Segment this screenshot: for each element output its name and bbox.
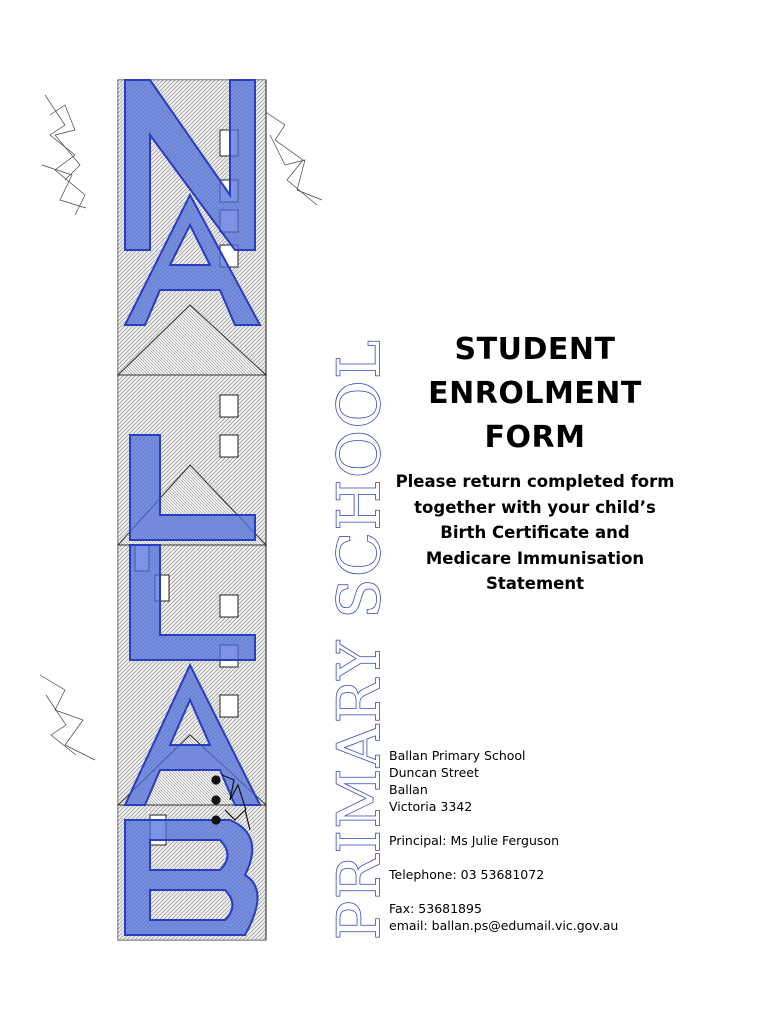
school-name: Ballan Primary School [389, 748, 526, 763]
title-line: STUDENT [454, 332, 616, 367]
instruction-line: Medicare Immunisation [425, 548, 645, 568]
form-title [380, 328, 690, 460]
tree-left [40, 95, 95, 760]
principal: Principal: Ms Julie Ferguson [389, 833, 559, 848]
street-address: Duncan Street [389, 765, 479, 780]
town: Ballan [389, 782, 428, 797]
title-line: FORM [484, 420, 586, 455]
title-line: ENROLMENT [428, 376, 642, 411]
instruction-line: Birth Certificate and [440, 523, 630, 542]
spacer [389, 849, 618, 866]
instruction-line: together with your child’s [414, 497, 656, 517]
school-logo [40, 75, 340, 945]
form-instructions [370, 469, 700, 597]
instruction-line: Please return completed form [395, 472, 675, 491]
spacer [389, 815, 618, 832]
building-illustration [40, 75, 340, 945]
state-postcode: Victoria 3342 [389, 799, 473, 814]
instruction-line: Statement [485, 574, 584, 593]
primary-school-vertical-title: PRIMARY SCHOOL [325, 338, 393, 940]
fax: Fax: 53681895 [389, 901, 482, 916]
email: email: ballan.ps@edumail.vic.gov.au [389, 918, 619, 933]
spacer [389, 883, 618, 900]
contact-details [389, 747, 618, 934]
telephone: Telephone: 03 53681072 [389, 867, 545, 882]
